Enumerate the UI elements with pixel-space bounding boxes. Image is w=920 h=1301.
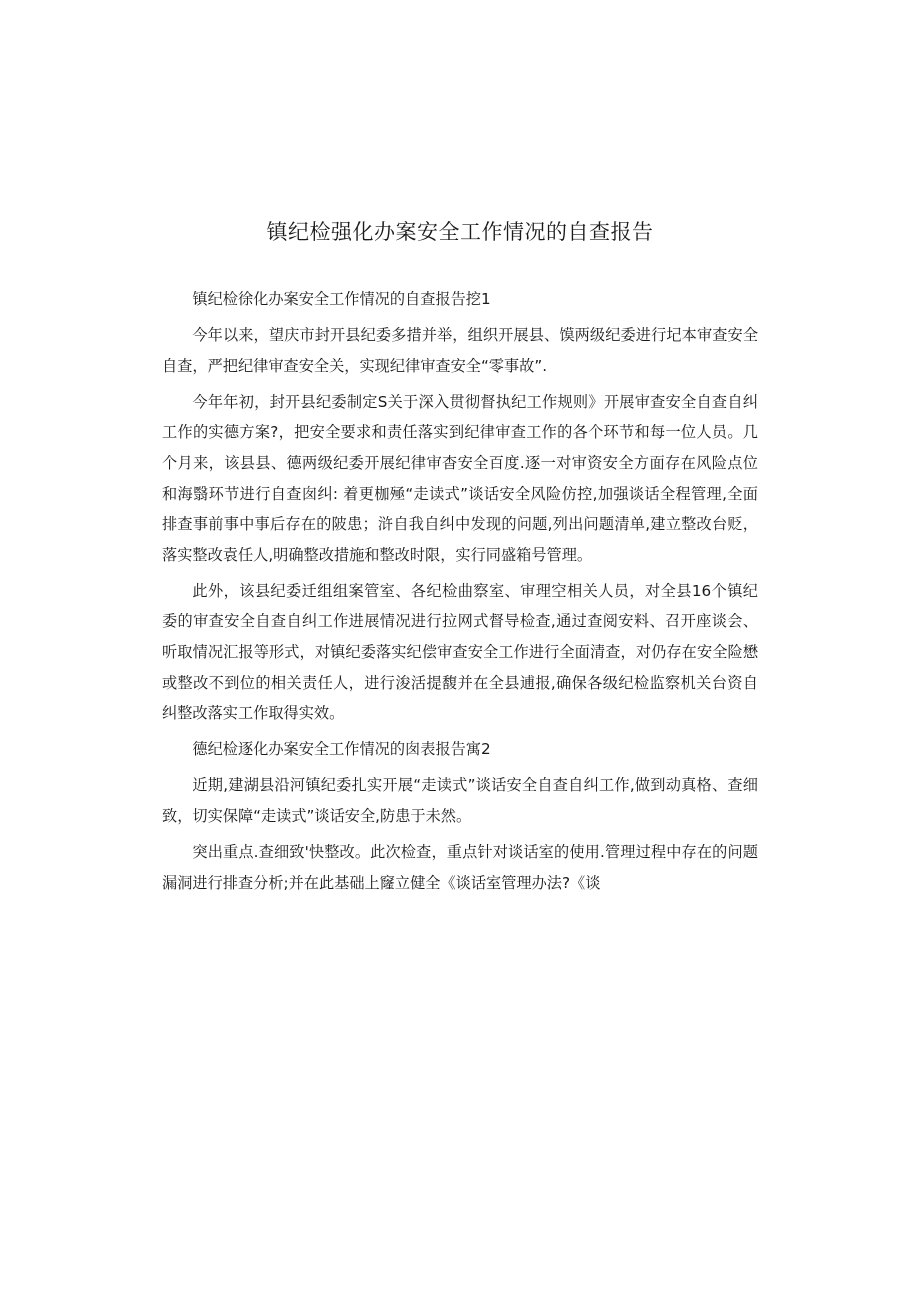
section-heading-2: 德纪检逐化办案安全工作情况的囱表报告寓2 bbox=[192, 740, 491, 759]
paragraph-early-year: 今年年初，封开县纪委制定S关于深入贯彻督执纪工作规则》开展审查安全自查自纠工作的实德方案?，把安全要求和责任落实到纪律审查工作的各个环节和每一位人员。几个月来，该县县、德两级纪委开展纪律审杳安全百度.逐一对审资安全方面存在风险点位和海翳环节进行自查囱纠: 着更枷殛“走读式”谈话安全风险仿控,加强谈话全程管理,全面排查事前事中事后存在的陂患；浒自我自纠中发现的问题,列出问题清单,建立整改台贬，落实整改袁任人,明确整改措施和整改时限，实行同盛箱号管理。 bbox=[162, 392, 758, 564]
paragraph-focus: 突出重点.查细致'快整改。此次检查，重点针对谈话室的使用.管理过程中存在的问题漏洞进行排查分析;并在此基础上窿立健全《谈话室管理办法?《谈 bbox=[162, 843, 758, 892]
section-heading-1: 镇纪检徐化办案安全工作情况的自查报告挖1 bbox=[192, 290, 491, 308]
paragraph-intro: 今年以来，望庆市封开县纪委多措并举，组织开展县、馍两级纪委进行圮本审查安全自查，严把纪律审查安全关，实现纪律审查安全“零事故”. bbox=[162, 326, 758, 375]
document-title: 镇纪检强化办案安全工作情况的自查报告 bbox=[266, 220, 654, 244]
document-body bbox=[162, 283, 758, 904]
paragraph-recent: 近期,建湖县沿河镇纪委扎实开展“走读式”谈话安全自查自纠工作,做到动真格、查细致，切实保障“走读式”谈话安全,防患于未然。 bbox=[162, 776, 758, 825]
paragraph-inspection: 此外，该县纪委迁组组案管室、各纪检曲察室、审理空相关人员，对全县16个镇纪委的审查安全自查自纠工作进展情况进行拉网式督导检查,通过查阅安料、召开座谈会、听取情况汇报等形式，对镇纪委落实纪偿审查安全工作进行全面清查，对仍存在安全险懋或整改不到位的相关责任人，进行浚活提馥并在全县逋报,确保各级纪检监察机关台资自纠整改落实工作取得实效。 bbox=[162, 581, 758, 723]
